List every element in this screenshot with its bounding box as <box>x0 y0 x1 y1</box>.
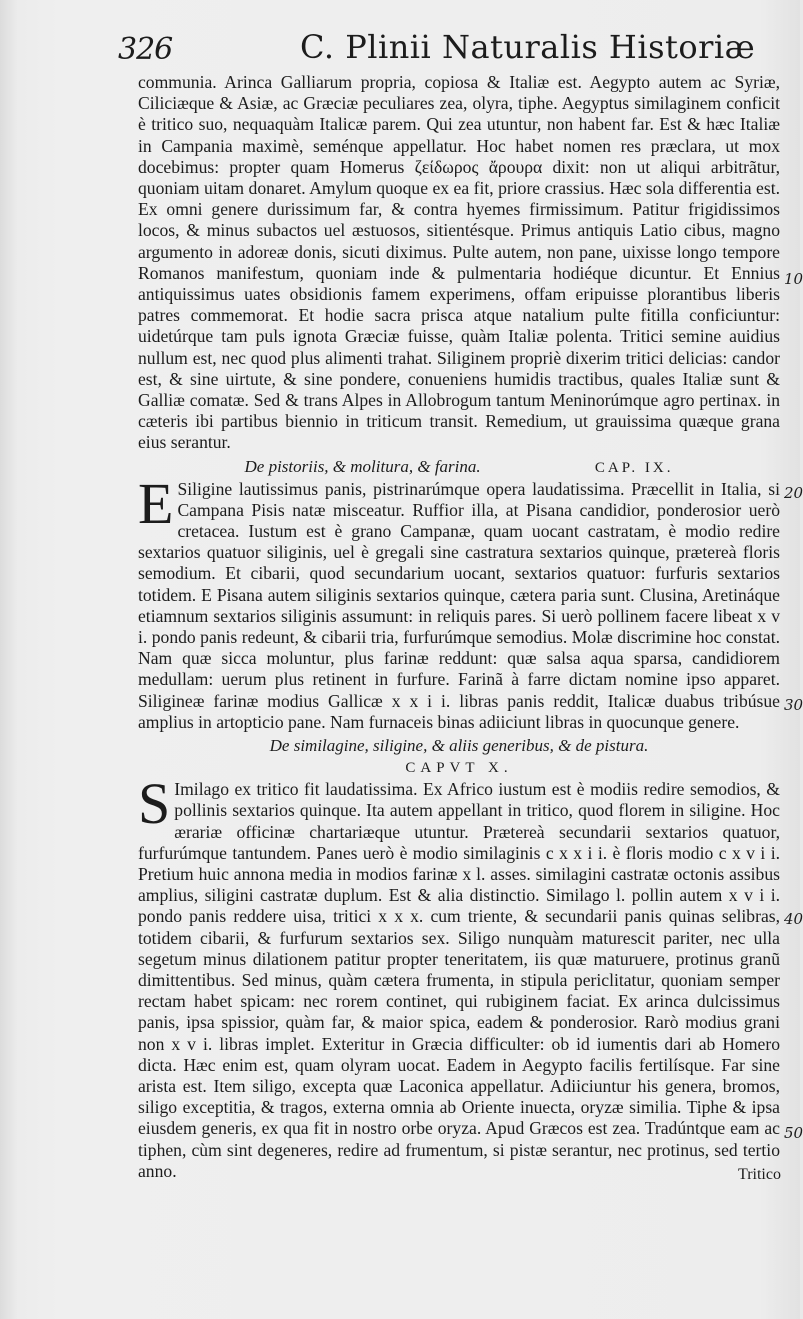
paragraph-2-text: Siligine lautissimus panis, pistrinarúmque opera laudatissima. Præcellit in Italia, si Campana Pisis natæ misceatur. Ruffior illa, at Pisana candidior, ponderosior uerò cretacea. Iustum est è grano Campanæ, quam uocant castratam, è modio redire sextarios quatuor siliginis, uel è gregali sine castratura sextarios quinque, prætereà floris semodium. Et cibarii, quod secundarium uocant, sextarios quatuor: furfuris sextarios totidem. E Pisana autem siliginis sextarios quinque, cætera paria sunt. Clusina, Aretináque etiamnum sextarios siliginis assumunt: in reliquis pares. Si uerò pollinem facere libeat x v i. pondo panis redeunt, & cibarii tria, furfurúmque semodius. Molæ discrimine hoc constat. Nam quæ sicca moluntur, plus farinæ reddunt: quæ salsa aqua sparsa, candidiorem medullam: uerum plus retinent in furfure. Farinã à farre dictam nomine ipso apparet. Siligineæ farinæ modius Gallicæ x x i i. libras panis reddit, Italicæ duabus tribúsue amplius in artopticio pane. Nam furnaceis binas adiiciunt libras in quocunque genere. <box>138 478 780 732</box>
paragraph-2 <box>138 470 780 733</box>
text-block <box>138 72 780 1182</box>
drop-cap-e: E <box>138 470 174 536</box>
chapter-heading-10-title: De similagine, siligine, & aliis generibus, & de pistura. <box>269 736 649 756</box>
chapter-heading-9-title: De pistoriis, & molitura, & farina. <box>244 456 481 476</box>
page-header <box>0 22 800 72</box>
margin-number-30: 30 <box>784 696 803 714</box>
page-number: 326 <box>118 32 173 67</box>
margin-number-10: 10 <box>784 270 803 288</box>
drop-cap-s: S <box>138 771 171 837</box>
chapter-heading-9 <box>138 456 780 479</box>
chapter-heading-9-number: CAP. IX. <box>594 459 674 476</box>
paragraph-1: communia. Arinca Galliarum propria, copiosa & Italiæ est. Aegypto autem ac Syriæ, Ciliciæque & Asiæ, ac Græciæ peculiares zea, olyra, tiphe. Aegyptus similaginem conficit è tritico suo, nequaquàm Italicæ parem. Qui zea utuntur, non habent far. Est & hæc Italiæ in Campania maximè, seménque appellatur. Hoc habet nomen res præclara, ut mox docebimus: propter quam Homerus ζείδωρος ἄρουρα dixit: non ut aliqui arbitrãtur, quoniam uitam donaret. Amylum quoque ex ea fit, priore crassius. Hæc sola differentia est. Ex omni genere durissimum far, & contra hyemes firmissimum. Patitur frigidissimos locos, & minus subactos uel æstuosos, sitientésque. Primus antiquis Latio cibus, magno argumento in adoreæ donis, sicuti diximus. Pulte autem, non pane, uixisse longo tempore Romanos manifestum, quoniam inde & pulmentaria hodiéque dicuntur. Et Ennius antiquissimus uates obsidionis famem experimens, offam eripuisse plorantibus liberis patres commemorat. Et hodie sacra prisca atque natalium pulte fitilla conficiuntur: uidetúrque tam puls ignota Græciæ fuisse, quàm Italiæ polenta. Tritici semine auidius nullum est, nec quod plus alimenti trahat. Siliginem propriè dixerim tritici delicias: candor est, & sine uirtute, & sine pondere, conueniens humidis tractibus, quales Italiæ sunt & Galliæ comatæ. Sed & trans Alpes in Allobrogum tantum Meninorúmque agro pertinax. in cæteris ibi partibus biennio in triticum transit. Remedium, ut grauissima quæque grana eius serantur. <box>138 72 780 453</box>
chapter-heading-10-number: CAPVT X. <box>405 760 513 777</box>
catchword: Tritico <box>738 1166 781 1183</box>
margin-number-20: 20 <box>784 484 803 502</box>
running-title: C. Plinii Naturalis Historiæ <box>300 28 756 66</box>
paragraph-3-text: Imilago ex tritico fit laudatissima. Ex Africo iustum est è modiis redire semodios, & pollinis sextarios quinque. Ita autem appellant in tritico, quod florem in siligine. Hoc ærariæ officinæ chartariæque utuntur. Prætereà secundarii sextarios quatuor, furfurúmque tantundem. Panes uerò è modio similaginis c x x i i. è floris modio c x v i i. Pretium huic annona media in modios farinæ x l. asses. similagini castratæ octonis assibus amplius, siligini castratæ duplum. Est & alia distinctio. Similago l. pollin autem x v i i. pondo panis reddere uisa, tritici x x x. cum triente, & secundarii panis quinas selibras, totidem cibarii, & furfurum sextarios sex. Siligo nunquàm maturescit pariter, nec ulla segetum minus dilationem patitur propter teneritatem, iis quæ maturuere, protinus granũ dimittentibus. Sed minus, quàm cætera frumenta, in stipula periclitatur, quoniam semper rectam habet spicam: nec rorem continet, qui rubiginem faciat. Ex arinca dulcissimus panis, ipsa spissior, quàm far, & maior spica, eadem & ponderosior. Rarò modius grani non x v i. libras implet. Exteritur in Græcia difficulter: ob id iumentis dari ab Homero dicta. Hæc enim est, quam olyram uocat. Eadem in Aegypto facilis fertilísque. Far sine arista est. Item siligo, excepta quæ Laconica appellatur. Adiiciuntur his genera, bromos, siligo exceptitia, & tragos, externa omnia ab Oriente inuecta, oryzæ similia. Tiphe & ipsa eiusdem generis, ex qua fit in nostro orbe oryza. Apud Græcos est zea. Tradúntque eam ac tiphen, cùm sint degeneres, redire ad frumentum, si pistæ serantur, nec protinus, sed tertio anno. <box>138 779 780 1181</box>
margin-number-50: 50 <box>784 1124 803 1142</box>
paragraph-3 <box>138 771 780 1182</box>
margin-number-40: 40 <box>784 910 803 928</box>
